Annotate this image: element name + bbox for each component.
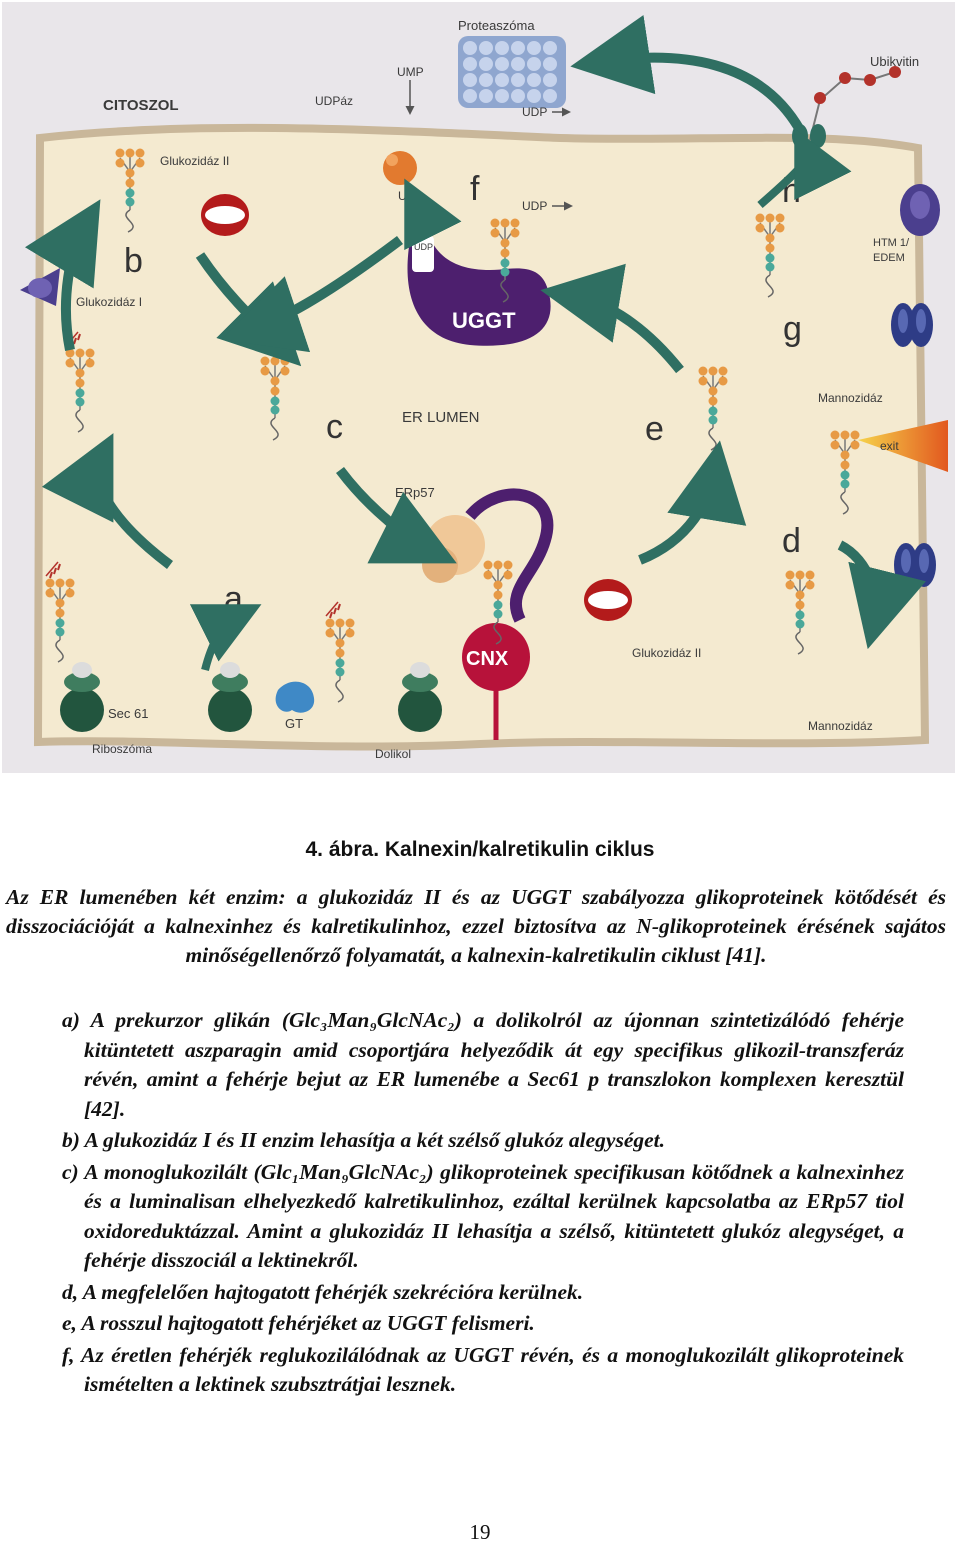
udp-top-label: UDP bbox=[522, 105, 548, 119]
caption-intro-paragraph: Az ER lumenében két enzim: a glukozidáz II és az UGGT szabályozza glikoproteinek kötődését és disszociációját a kalnexinhez és kalretikulinhoz, ezzel biztosítva az N-glikoproteinek érésének sajátos minőségellenőrző folyamatát, a kalnexin-kalretikulin ciklust [41]. bbox=[6, 885, 946, 967]
htm1-label: HTM 1/ bbox=[873, 237, 910, 249]
udpaz-label: UDPáz bbox=[315, 94, 354, 108]
page-number: 19 bbox=[469, 1520, 491, 1544]
caption-step-list bbox=[62, 1006, 904, 1402]
erp57-label: ERp57 bbox=[395, 485, 435, 500]
step-letter-a: a bbox=[224, 580, 243, 618]
caption-step-c: c) A monoglukozilált (Glc₁Man₉GlcNAc₂) glikoproteinek specifikusan kötődnek a kalnexinhez és a luminalisan elhelyezkedő kalretikulinhoz, ezáltal kerülnek kapcsolatba az ERp57 tiol oxidoreduktázzal. Amint a glukozidáz II lehasítja a szélső, kitüntetett glukóz alegységet, a fehérje disszociál a lektinekről. bbox=[62, 1159, 904, 1272]
caption-step-d: d, A megfelelően hajtogatott fehérjék szekrécióra kerülnek. bbox=[62, 1279, 584, 1304]
gt-label: GT bbox=[285, 716, 304, 731]
figure-caption-title: 4. ábra. Kalnexin/kalretikulin ciklus bbox=[305, 838, 655, 861]
udp-mid-label: UDP bbox=[398, 189, 424, 203]
caption-step-a: a) A prekurzor glikán (Glc₃Man₉GlcNAc₂) a dolikolról az újonnan szintetizálódó fehérje kitüntetett aszparagin amid csoportjára helyeződik át egy specifikus glikozil-transzferáz révén, amint a fehérje bejut az ER lumenébe a Sec61 p transzlokon komplexen keresztül [42]. bbox=[62, 1008, 904, 1121]
step-letter-e: e bbox=[645, 410, 664, 448]
proteasome-label: Proteaszóma bbox=[458, 18, 535, 33]
cytosol-label: CITOSZOL bbox=[103, 97, 179, 114]
glucosidase-ii-top-icon bbox=[201, 194, 249, 236]
glucosidase-i-label: Glukozidáz I bbox=[76, 295, 143, 309]
uggt-label: UGGT bbox=[452, 308, 516, 333]
step-letter-b: b bbox=[124, 242, 143, 280]
ubiquitin-label: Ubikvitin bbox=[870, 54, 920, 69]
caption-step-f: f, Az éretlen fehérjék reglukozilálódnak az UGGT révén, és a monoglukozilált glikoproteinek ismételten a lektinek szubsztrátjai lesznek. bbox=[62, 1342, 904, 1396]
cnx-label: CNX bbox=[466, 648, 509, 670]
step-letter-g: g bbox=[783, 310, 802, 348]
glucosidase-ii-bottom-label: Glukozidáz II bbox=[632, 646, 702, 660]
caption-step-e: e, A rosszul hajtogatott fehérjéket az UGGT felismeri. bbox=[62, 1311, 535, 1335]
exit-label: exit bbox=[880, 439, 899, 453]
sec61-label: Sec 61 bbox=[108, 706, 149, 721]
ump-label: UMP bbox=[397, 65, 424, 79]
step-letter-f: f bbox=[470, 170, 480, 208]
er-lumen-label: ER LUMEN bbox=[402, 409, 480, 426]
udp-uggt-label: UDP bbox=[414, 242, 434, 252]
glucosidase-ii-top-label: Glukozidáz II bbox=[160, 154, 230, 168]
glucosidase-ii-bottom-icon bbox=[584, 579, 632, 621]
proteasome-icon bbox=[458, 36, 566, 108]
udpaz-enzyme-icon bbox=[383, 151, 417, 185]
mannosidase-bottom-label: Mannozidáz bbox=[808, 719, 873, 733]
dolichol-label: Dolikol bbox=[375, 747, 412, 761]
ribosome-label: Riboszóma bbox=[92, 742, 153, 756]
udp-right-label: UDP bbox=[522, 199, 548, 213]
step-letter-h: h bbox=[782, 172, 801, 210]
htm1-edem-icon bbox=[900, 184, 940, 236]
step-letter-d: d bbox=[782, 522, 801, 560]
caption-step-b: b) A glukozidáz I és II enzim lehasítja a két szélső glukóz alegységet. bbox=[62, 1128, 666, 1152]
edem-label: EDEM bbox=[873, 252, 905, 264]
step-letter-c: c bbox=[326, 408, 343, 446]
mannosidase-top-label: Mannozidáz bbox=[818, 391, 883, 405]
